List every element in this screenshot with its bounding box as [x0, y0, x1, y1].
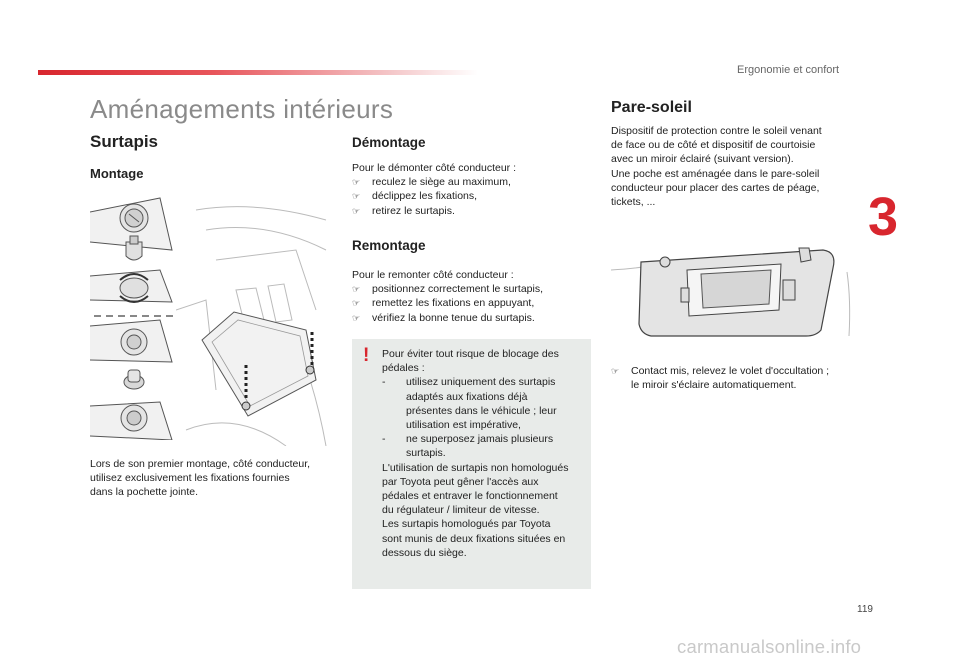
pare-soleil-contact-instruction — [611, 364, 856, 392]
bullet-icon: ☞ — [611, 366, 620, 376]
page-title: Aménagements intérieurs — [90, 94, 394, 124]
montage-description: Lors de son premier montage, côté conducteur, utilisez exclusivement les fixations fournies dans la pochette jointe. — [90, 458, 311, 499]
list-item: - utilisez uniquement des surtapis adaptés aux fixations déjà présentes dans le véhicule ; leur utilisation est impérative, — [382, 376, 557, 432]
list-item: ☞ déclippez les fixations, — [352, 190, 478, 203]
driver-footwell-floor-mat-illustration — [176, 190, 332, 446]
chapter-number: 3 — [868, 187, 899, 247]
list-item: ☞ vérifiez la bonne tenue du surtapis. — [352, 311, 535, 324]
warning-box — [352, 339, 591, 589]
demontage-heading: Démontage — [352, 135, 426, 150]
list-item: - ne superposez jamais plusieurs surtapis. — [382, 433, 554, 460]
bullet-icon: ☞ — [352, 312, 361, 323]
remontage-instructions: Pour le remonter côté conducteur : ☞ positionnez correctement le surtapis, ☞ remettez les fixations en appuyant, ☞ vérifiez la bonne tenue du surtapis. — [352, 268, 582, 325]
list-item: ☞ reculez le siège au maximum, — [352, 176, 511, 189]
remontage-heading: Remontage — [352, 238, 426, 253]
bullet-icon: ☞ — [352, 191, 361, 202]
list-item: ☞ retirez le surtapis. — [352, 204, 455, 217]
header-accent-bar — [38, 70, 478, 75]
surtapis-heading: Surtapis — [90, 132, 159, 151]
bullet-icon: ☞ — [352, 284, 361, 295]
list-item: ☞ Contact mis, relevez le volet d'occultation ; le miroir s'éclaire automatiquement. — [611, 365, 830, 392]
pare-soleil-heading: Pare-soleil — [611, 99, 692, 116]
warning-text: Pour éviter tout risque de blocage des pédales : - utilisez uniquement des surtapis adaptés aux fixations déjà présentes dans le véhicule ; leur utilisation est impérative, - ne superposez jamais plusieurs surtapis. L'utilisation de surtapis non homologués par Toyota peut gêner l'accès aux pédales et entraver le fonctionnement du régulateur / limiteur de vitesse. Les surtapis homologués par Toyota sont munis de deux fixations situées en dessous du siège. — [382, 347, 586, 560]
demontage-instructions: Pour le démonter côté conducteur : ☞ reculez le siège au maximum, ☞ déclippez les fixations, ☞ retirez le surtapis. — [352, 161, 572, 218]
section-label: Ergonomie et confort — [737, 64, 840, 76]
watermark: carmanualsonline.info — [677, 636, 862, 657]
page-number: 119 — [857, 604, 873, 615]
exclamation-icon: ! — [363, 345, 370, 366]
list-item: ☞ remettez les fixations en appuyant, — [352, 297, 535, 310]
pare-soleil-description: Dispositif de protection contre le soleil venant de face ou de côté et dispositif de courtoisie avec un miroir éclairé (suivant version). Une poche est aménagée dans le pare-soleil conducteur pour placer des cartes de péage, tickets, ... — [611, 125, 822, 209]
sun-visor-mirror-illustration — [611, 240, 856, 340]
bullet-icon: ☞ — [352, 177, 361, 188]
list-item: ☞ positionnez correctement le surtapis, — [352, 283, 543, 296]
floor-mat-clips-illustration — [90, 190, 176, 440]
bullet-icon: ☞ — [352, 298, 361, 309]
montage-heading: Montage — [90, 166, 144, 181]
bullet-icon: ☞ — [352, 205, 361, 216]
